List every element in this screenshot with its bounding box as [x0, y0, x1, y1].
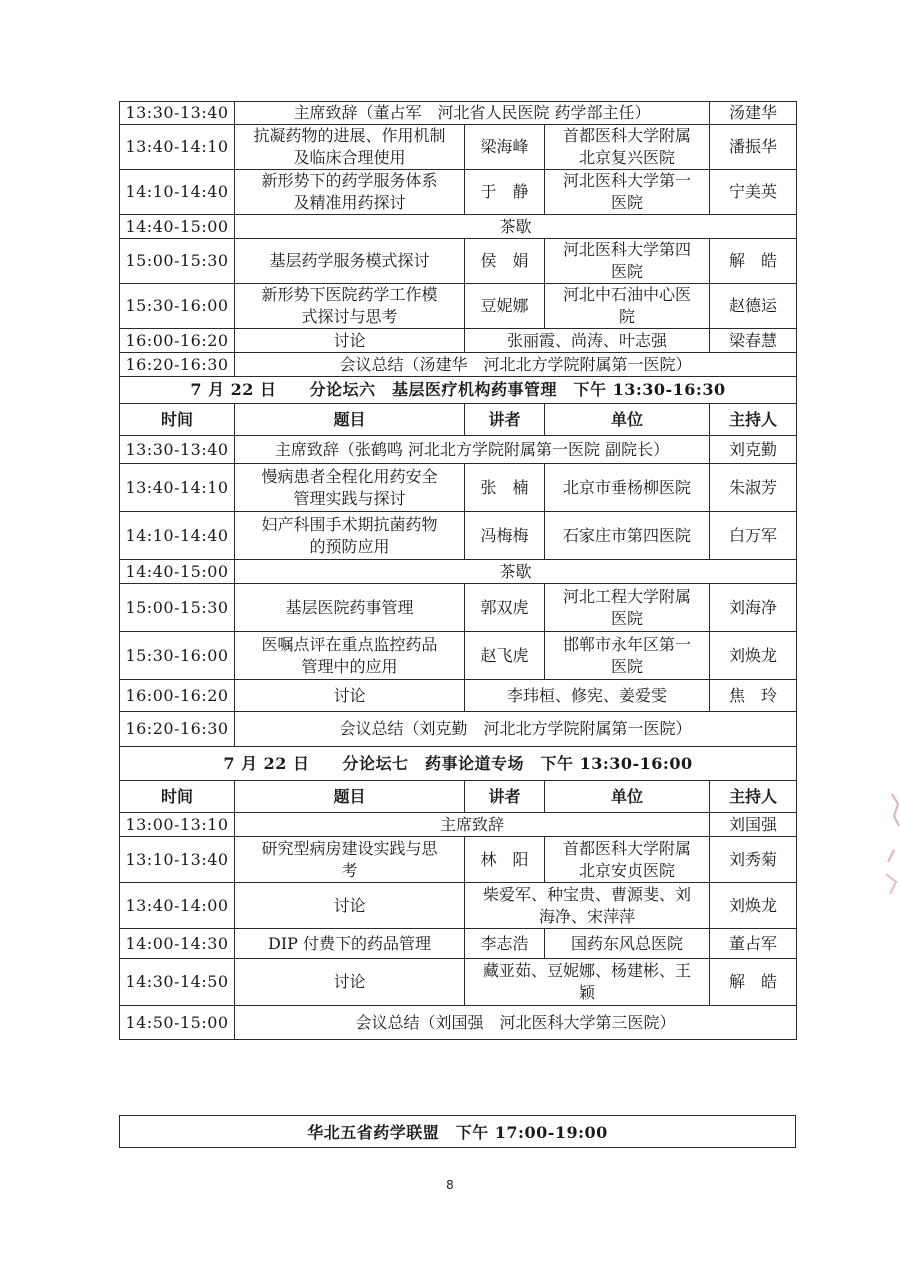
time-cell [120, 813, 235, 837]
speaker-cell [465, 512, 545, 560]
time-cell [120, 102, 235, 125]
header-topic [235, 781, 465, 813]
discussion-row [120, 959, 797, 1006]
header-time-text: 时间 [160, 409, 193, 429]
session-row [120, 929, 797, 959]
time-cell-text: 15:00-15:30 [125, 597, 229, 617]
unit-cell-text: 首都医科大学附属 北京安贞医院 [562, 838, 691, 880]
time-cell [120, 239, 235, 284]
topic-cell-text: 医嘱点评在重点监控药品 管理中的应用 [261, 634, 438, 676]
forum-title-row [120, 747, 797, 781]
host-cell [710, 959, 797, 1006]
topic-cell-text: 妇产科围手术期抗菌药物 的预防应用 [261, 514, 438, 556]
time-cell [120, 1006, 235, 1040]
time-cell-text: 13:30-13:40 [125, 439, 229, 459]
time-cell-text: 15:30-16:00 [125, 296, 229, 315]
speaker-cell-text: 冯梅梅 [480, 525, 529, 545]
topic-cell-text: 抗凝药物的进展、作用机制 及临床合理使用 [253, 126, 446, 167]
host-cell [710, 813, 797, 837]
time-cell-text: 16:20-16:30 [125, 354, 229, 374]
opening-remarks-cell [235, 813, 710, 837]
topic-cell [235, 837, 465, 883]
session-row [120, 125, 797, 170]
opening-remarks-cell-text: 主席致辞 [439, 814, 504, 834]
time-cell-text: 14:50-15:00 [125, 1012, 229, 1032]
panelists-cell-text: 李玮桓、修宪、姜爱雯 [506, 685, 667, 705]
time-cell-text: 16:00-16:20 [125, 330, 229, 350]
topic-cell-text: 基层医院药事管理 [285, 597, 414, 617]
time-cell-text: 16:00-16:20 [125, 685, 229, 705]
time-cell [120, 215, 235, 239]
time-cell [120, 632, 235, 680]
forum-title-cell [120, 377, 797, 404]
time-cell [120, 560, 235, 584]
break-row [120, 560, 797, 584]
host-cell-text: 宁美英 [728, 182, 777, 201]
topic-cell-text: 研究型病房建设实践与思 考 [261, 838, 438, 880]
opening-remarks-cell-text: 主席致辞（董占军 河北省人民医院 药学部主任） [293, 103, 651, 122]
unit-cell [545, 512, 710, 560]
time-cell-text: 14:40-15:00 [125, 561, 229, 581]
host-cell-text: 刘国强 [728, 814, 777, 834]
speaker-cell-text: 侯 娟 [480, 251, 529, 270]
unit-cell-text: 河北中石油中心医 院 [562, 285, 691, 326]
host-cell-text: 刘焕龙 [728, 895, 777, 915]
unit-cell [545, 464, 710, 512]
unit-cell [545, 929, 710, 959]
host-cell-text: 刘秀菊 [728, 849, 777, 869]
speaker-cell [465, 284, 545, 329]
panelists-cell [465, 959, 710, 1006]
session-row [120, 464, 797, 512]
forum-title-cell-text: 7 月 22 日 分论坛六 基层医疗机构药事管理 下午 13:30-16:30 [190, 380, 726, 399]
topic-cell [235, 584, 465, 632]
time-cell-text: 14:10-14:40 [125, 182, 229, 201]
host-cell [710, 125, 797, 170]
merged-content-cell [235, 353, 797, 377]
header-speaker [465, 781, 545, 813]
topic-cell-text: 讨论 [333, 330, 366, 350]
header-speaker-text: 讲者 [488, 786, 521, 806]
time-cell [120, 680, 235, 712]
topic-cell [235, 284, 465, 329]
topic-cell [235, 929, 465, 959]
unit-cell-text: 国药东风总医院 [570, 933, 683, 953]
host-cell-text: 梁春慧 [728, 330, 777, 350]
header-unit-text: 单位 [610, 786, 643, 806]
host-cell-text: 赵德运 [728, 296, 777, 315]
host-cell-text: 解 皓 [728, 972, 777, 991]
opening-remarks-cell-text: 主席致辞（张鹤鸣 河北北方学院附属第一医院 副院长） [274, 439, 670, 459]
opening-remarks-cell [235, 102, 710, 125]
host-cell-text: 焦 玲 [728, 685, 777, 705]
time-cell-text: 15:30-16:00 [125, 645, 229, 665]
alliance-session-box [119, 1115, 796, 1148]
host-cell-text: 刘海净 [728, 597, 777, 617]
host-cell-text: 解 皓 [728, 251, 777, 270]
unit-cell-text: 河北工程大学附属 医院 [562, 586, 691, 628]
panelists-cell [465, 329, 710, 353]
host-cell [710, 464, 797, 512]
discussion-row [120, 329, 797, 353]
host-cell-text: 汤建华 [728, 103, 777, 122]
topic-cell [235, 170, 465, 215]
host-cell [710, 680, 797, 712]
speaker-cell [465, 464, 545, 512]
merged-content-cell-text: 会议总结（汤建华 河北北方学院附属第一医院） [339, 354, 692, 374]
topic-cell-text: 讨论 [333, 685, 366, 705]
time-cell [120, 125, 235, 170]
session-row [120, 837, 797, 883]
opening-row [120, 436, 797, 464]
time-cell [120, 883, 235, 929]
opening-row [120, 813, 797, 837]
time-cell-text: 14:30-14:50 [125, 972, 229, 991]
unit-cell-text: 邯郸市永年区第一 医院 [562, 634, 691, 676]
topic-cell [235, 512, 465, 560]
forum-title-cell-text: 7 月 22 日 分论坛七 药事论道专场 下午 13:30-16:00 [223, 753, 693, 773]
discussion-row [120, 883, 797, 929]
forum-title-row [120, 377, 797, 404]
host-cell-text: 潘振华 [728, 137, 777, 156]
header-time-text: 时间 [160, 786, 193, 806]
header-host [710, 404, 797, 436]
forum-title-cell [120, 747, 797, 781]
topic-cell [235, 883, 465, 929]
panelists-cell-text: 柴爱军、种宝贵、曹源斐、刘 海净、宋萍萍 [482, 884, 691, 926]
page-number: 8 [446, 1178, 454, 1192]
merged-content-cell [235, 1006, 797, 1040]
header-unit [545, 781, 710, 813]
opening-remarks-cell [235, 436, 710, 464]
topic-cell-text: 讨论 [333, 972, 366, 991]
topic-cell-text: DIP 付费下的药品管理 [267, 933, 431, 953]
merged-content-cell [235, 215, 797, 239]
header-host-text: 主持人 [728, 786, 777, 806]
topic-cell-text: 新形势下的药学服务体系 及精准用药探讨 [261, 171, 438, 212]
time-cell [120, 329, 235, 353]
time-cell-text: 16:20-16:30 [125, 719, 229, 738]
merged-content-cell-text: 茶歇 [499, 561, 532, 581]
break-row [120, 353, 797, 377]
panelists-cell [465, 883, 710, 929]
opening-row [120, 102, 797, 125]
host-cell [710, 239, 797, 284]
merged-content-cell-text: 茶歇 [499, 216, 532, 236]
header-host [710, 781, 797, 813]
panelists-cell-text: 张丽霞、尚涛、叶志强 [506, 330, 667, 350]
topic-cell [235, 680, 465, 712]
unit-cell [545, 837, 710, 883]
speaker-cell-text: 于 静 [480, 182, 529, 201]
break-row [120, 1006, 797, 1040]
speaker-cell [465, 584, 545, 632]
header-speaker [465, 404, 545, 436]
speaker-cell [465, 632, 545, 680]
speaker-cell-text: 林 阳 [480, 849, 529, 869]
unit-cell-text: 首都医科大学附属 北京复兴医院 [562, 126, 691, 167]
speaker-cell-text: 梁海峰 [480, 137, 529, 156]
speaker-cell [465, 170, 545, 215]
time-cell-text: 13:40-14:00 [125, 895, 229, 915]
unit-cell [545, 284, 710, 329]
unit-cell [545, 632, 710, 680]
topic-cell-text: 基层药学服务模式探讨 [269, 251, 430, 270]
topic-cell [235, 632, 465, 680]
speaker-cell-text: 赵飞虎 [480, 645, 529, 665]
time-cell-text: 13:00-13:10 [125, 814, 229, 834]
time-cell [120, 512, 235, 560]
session-row [120, 239, 797, 284]
time-cell [120, 837, 235, 883]
topic-cell-text: 慢病患者全程化用药安全 管理实践与探讨 [261, 466, 438, 508]
time-cell [120, 284, 235, 329]
topic-cell [235, 329, 465, 353]
alliance-session-text: 华北五省药学联盟 下午 17:00-19:00 [307, 1123, 608, 1142]
merged-content-cell [235, 712, 797, 747]
time-cell-text: 14:40-15:00 [125, 216, 229, 236]
break-row [120, 215, 797, 239]
session-row [120, 512, 797, 560]
header-time [120, 404, 235, 436]
panelists-cell-text: 藏亚茹、豆妮娜、杨建彬、王 颖 [482, 961, 691, 1002]
host-cell [710, 837, 797, 883]
header-host-text: 主持人 [728, 409, 777, 429]
session-row [120, 632, 797, 680]
speaker-cell [465, 125, 545, 170]
host-cell-text: 刘焕龙 [728, 645, 777, 665]
host-cell [710, 512, 797, 560]
header-topic-text: 题目 [333, 786, 366, 806]
schedule-table [119, 101, 797, 1040]
time-cell-text: 14:10-14:40 [125, 525, 229, 545]
speaker-cell-text: 豆妮娜 [480, 296, 529, 315]
time-cell-text: 13:40-14:10 [125, 477, 229, 497]
host-cell-text: 朱淑芳 [728, 477, 777, 497]
host-cell [710, 170, 797, 215]
break-row [120, 712, 797, 747]
table-header-row [120, 781, 797, 813]
stamp-fragment [874, 790, 900, 900]
speaker-cell [465, 929, 545, 959]
unit-cell [545, 125, 710, 170]
host-cell [710, 284, 797, 329]
topic-cell-text: 讨论 [333, 895, 366, 915]
host-cell [710, 102, 797, 125]
table-header-row [120, 404, 797, 436]
topic-cell [235, 125, 465, 170]
time-cell-text: 15:00-15:30 [125, 251, 229, 270]
time-cell [120, 929, 235, 959]
discussion-row [120, 680, 797, 712]
header-topic [235, 404, 465, 436]
speaker-cell-text: 李志浩 [480, 933, 529, 953]
host-cell [710, 329, 797, 353]
speaker-cell [465, 837, 545, 883]
header-speaker-text: 讲者 [488, 409, 521, 429]
session-row [120, 284, 797, 329]
time-cell [120, 959, 235, 1006]
topic-cell [235, 239, 465, 284]
topic-cell [235, 464, 465, 512]
panelists-cell [465, 680, 710, 712]
unit-cell [545, 239, 710, 284]
unit-cell [545, 170, 710, 215]
time-cell [120, 584, 235, 632]
time-cell [120, 353, 235, 377]
unit-cell-text: 河北医科大学第一 医院 [562, 171, 691, 212]
time-cell-text: 13:30-13:40 [125, 103, 229, 122]
time-cell-text: 13:40-14:10 [125, 137, 229, 156]
speaker-cell-text: 郭双虎 [480, 597, 529, 617]
merged-content-cell-text: 会议总结（刘国强 河北医科大学第三医院） [355, 1012, 676, 1032]
host-cell [710, 929, 797, 959]
topic-cell-text: 新形势下医院药学工作模 式探讨与思考 [261, 285, 438, 326]
merged-content-cell [235, 560, 797, 584]
header-unit [545, 404, 710, 436]
header-time [120, 781, 235, 813]
speaker-cell-text: 张 楠 [480, 477, 529, 497]
host-cell-text: 刘克勤 [728, 439, 777, 459]
time-cell [120, 436, 235, 464]
unit-cell-text: 石家庄市第四医院 [562, 525, 691, 545]
time-cell [120, 712, 235, 747]
host-cell [710, 883, 797, 929]
session-row [120, 170, 797, 215]
host-cell-text: 董占军 [728, 933, 777, 953]
host-cell [710, 584, 797, 632]
unit-cell-text: 北京市垂杨柳医院 [562, 477, 691, 497]
time-cell-text: 14:00-14:30 [125, 933, 229, 953]
merged-content-cell-text: 会议总结（刘克勤 河北北方学院附属第一医院） [339, 719, 692, 738]
unit-cell [545, 584, 710, 632]
header-unit-text: 单位 [610, 409, 643, 429]
host-cell-text: 白万军 [728, 525, 777, 545]
time-cell-text: 13:10-13:40 [125, 849, 229, 869]
host-cell [710, 436, 797, 464]
host-cell [710, 632, 797, 680]
speaker-cell [465, 239, 545, 284]
unit-cell-text: 河北医科大学第四 医院 [562, 240, 691, 281]
time-cell [120, 170, 235, 215]
topic-cell [235, 959, 465, 1006]
time-cell [120, 464, 235, 512]
header-topic-text: 题目 [333, 409, 366, 429]
session-row [120, 584, 797, 632]
